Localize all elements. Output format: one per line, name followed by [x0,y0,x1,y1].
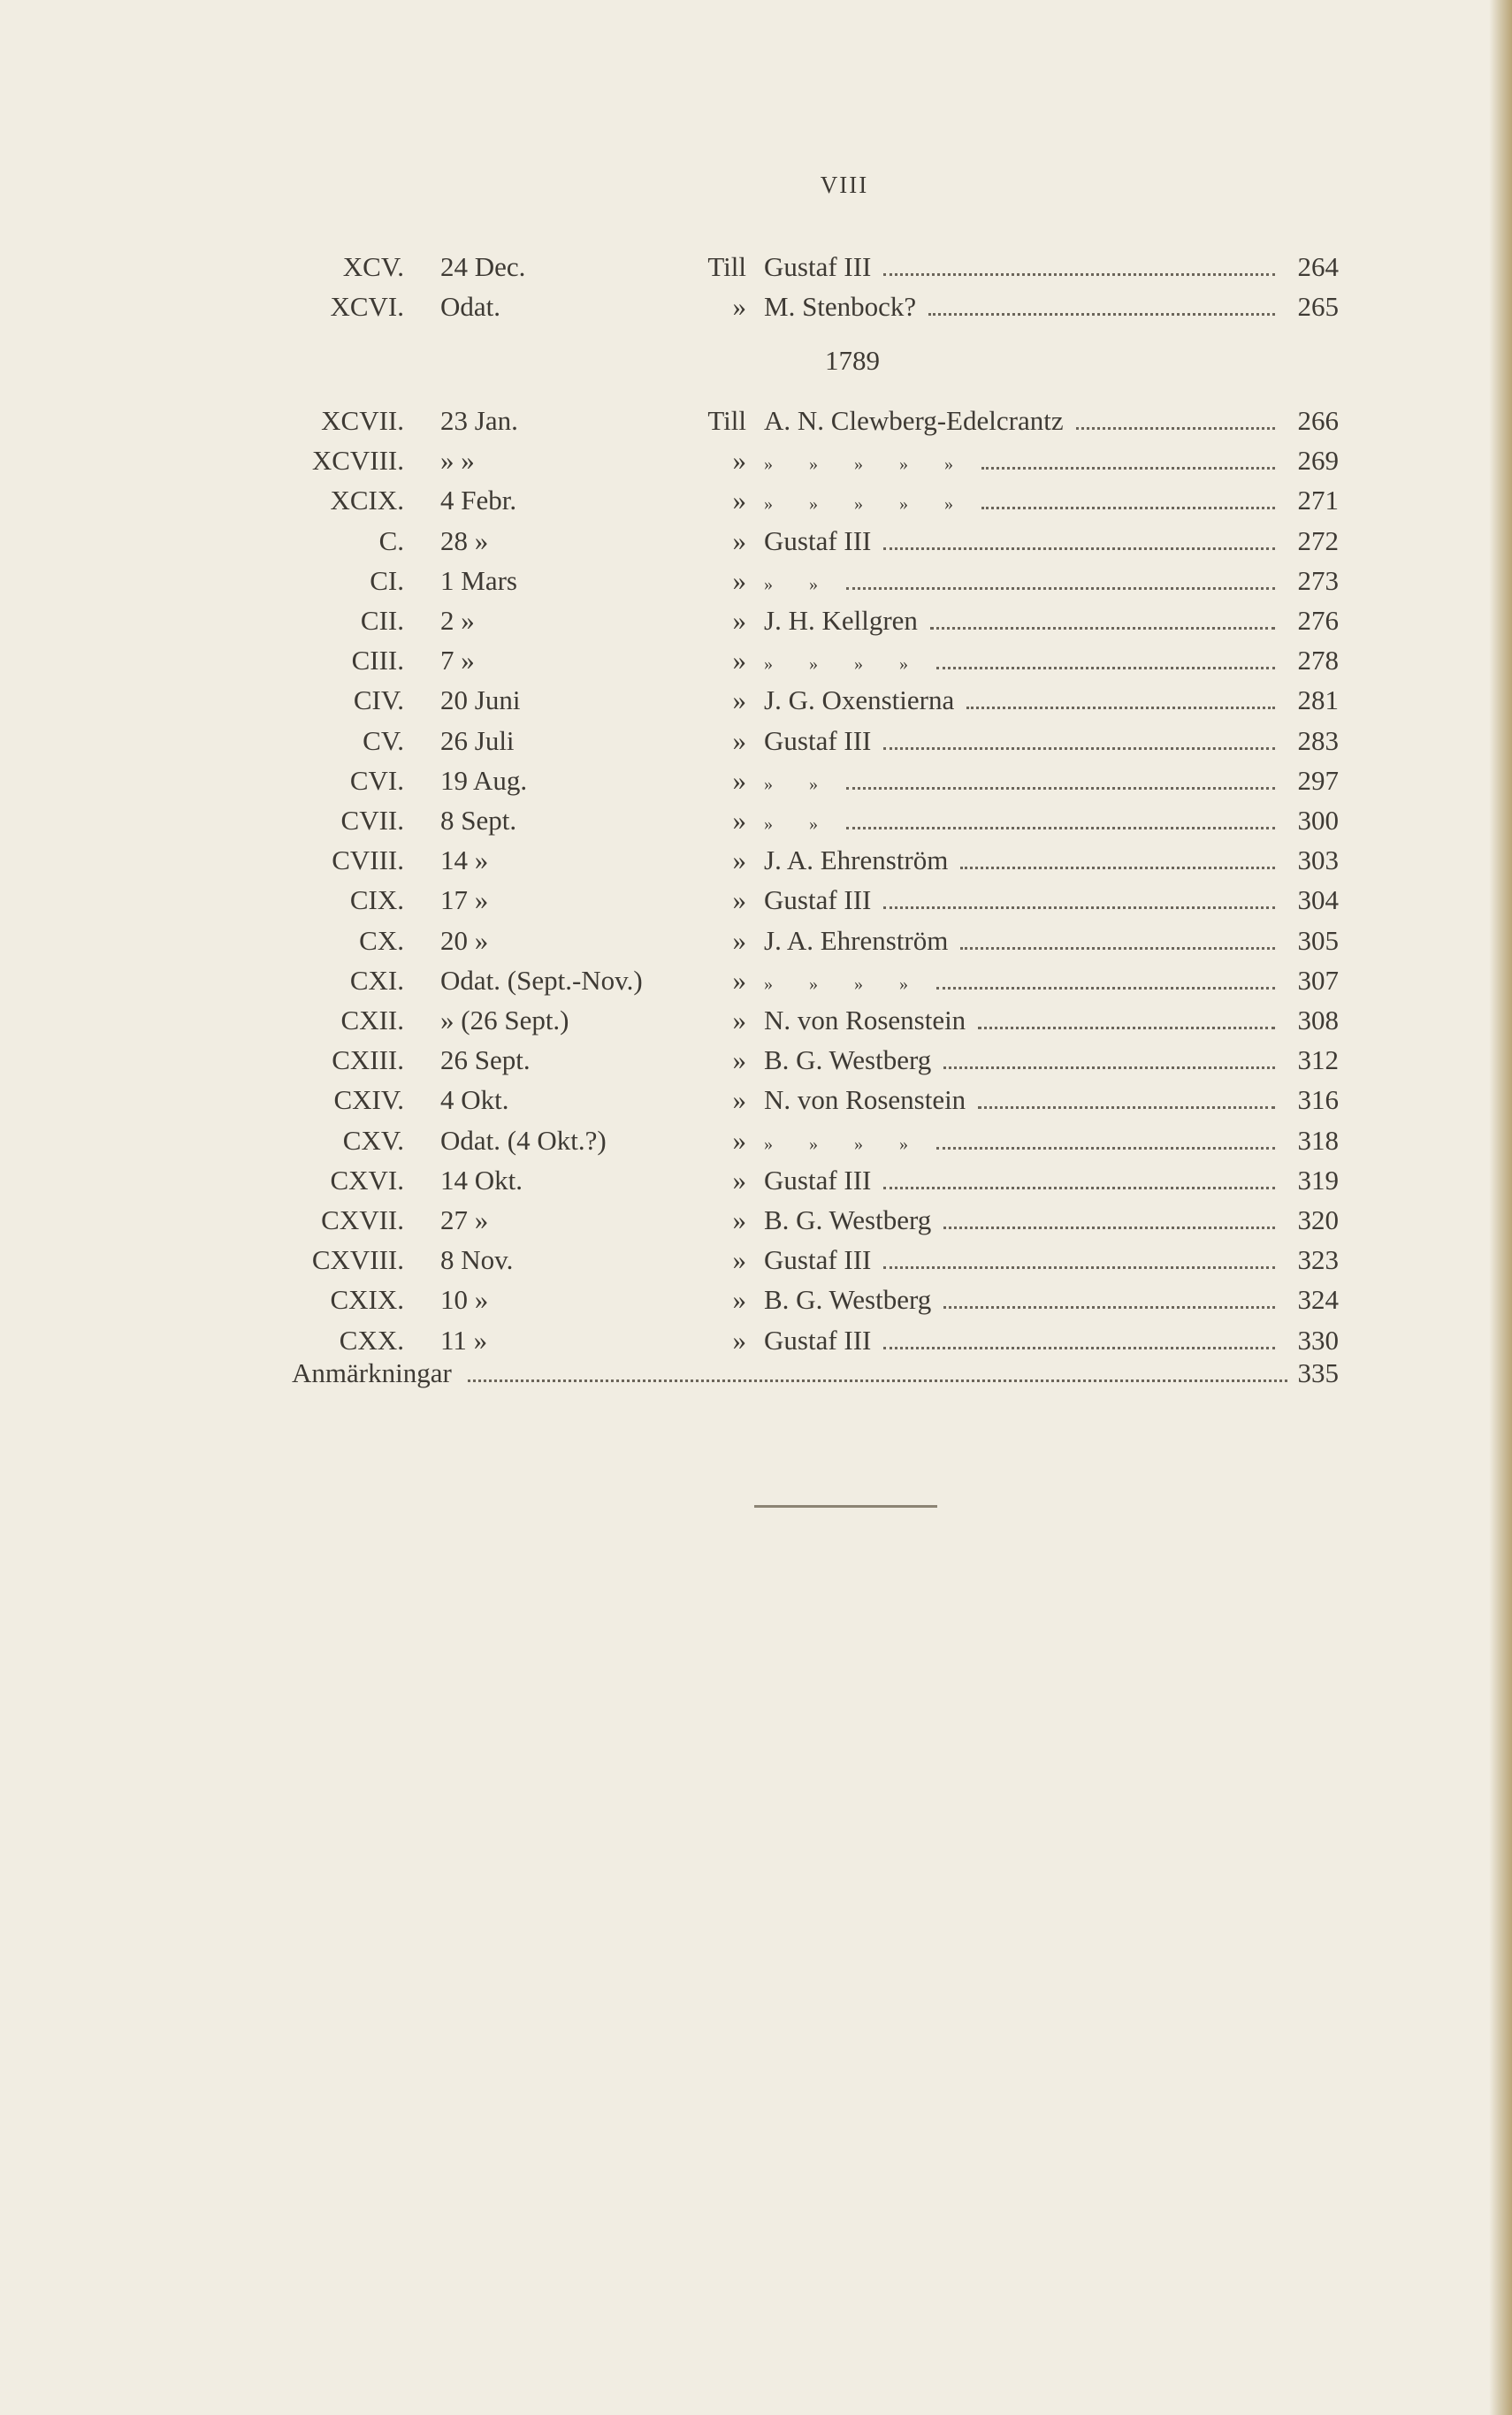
recipient-name: » » » » [764,654,924,675]
till-marker: » [732,884,746,916]
letter-date: 26 Sept. [440,1044,531,1076]
recipient-name: J. A. Ehrenström [764,844,949,876]
page-reference: 323 [1297,1244,1339,1276]
recipient-name: Gustaf III [764,724,872,756]
recipient-name: Gustaf III [764,1244,872,1276]
toc-entry [0,923,1512,959]
letter-date: 23 Jan. [440,405,518,436]
till-marker: » [732,1204,746,1235]
letter-numeral: CI. [370,564,404,596]
page-reference: 264 [1297,251,1339,282]
letter-date: 28 » [440,524,489,556]
page-reference: 319 [1297,1164,1339,1196]
letter-date: Odat. (4 Okt.?) [440,1124,607,1156]
recipient-name: » » [764,574,834,594]
recipient-line [764,289,1339,325]
letter-numeral: XCVI. [330,291,404,322]
till-marker: » [732,1084,746,1116]
toc-entry [0,1003,1512,1038]
recipient-line [764,443,1339,482]
letter-date: 27 » [440,1204,489,1235]
page-reference: 320 [1297,1204,1339,1235]
page-number: VIII [820,172,869,198]
recipient-line [764,1203,1339,1238]
page-reference: 303 [1297,844,1339,876]
page-reference: 273 [1297,564,1339,596]
toc-entry [0,1082,1512,1118]
recipient-line [764,249,1339,285]
recipient-name: » » » » [764,974,924,994]
recipient-name: Gustaf III [764,1164,872,1196]
dot-leader [960,947,1275,950]
till-marker: » [732,605,746,636]
page-reference: 281 [1297,684,1339,716]
till-marker: » [732,724,746,756]
letter-date: 4 Febr. [440,485,517,516]
page-reference: 330 [1297,1324,1339,1356]
letter-date: 14 Okt. [440,1164,523,1196]
dot-leader [936,987,1275,990]
recipient-name: Gustaf III [764,524,872,556]
till-marker: » [732,1164,746,1196]
till-marker: Till [707,251,746,282]
toc-entry [0,1282,1512,1318]
letter-date: 8 Nov. [440,1244,514,1276]
page-reference: 297 [1297,764,1339,796]
letter-numeral: C. [378,524,404,556]
page-reference: 276 [1297,605,1339,636]
dot-leader [468,1379,1287,1382]
letter-date: 26 Juli [440,724,515,756]
letter-date: » (26 Sept.) [440,1005,569,1036]
dot-leader [930,627,1275,630]
till-marker: » [732,924,746,956]
page-reference: 278 [1297,645,1339,676]
letter-date: Odat. [440,291,501,322]
recipient-name: » » » » » [764,494,969,515]
dot-leader [978,1027,1275,1029]
page-reference: 308 [1297,1005,1339,1036]
till-marker: » [732,1005,746,1036]
toc-entry [0,1242,1512,1278]
toc-entry [0,1163,1512,1198]
recipient-name: Gustaf III [764,884,872,916]
toc-entry [0,524,1512,559]
letter-date: 20 Juni [440,684,521,716]
recipient-name: Gustaf III [764,251,872,282]
letter-numeral: CVIII. [332,844,404,876]
recipient-line [764,923,1339,959]
dot-leader [936,1147,1275,1150]
dot-leader [1076,427,1275,430]
toc-entry [0,563,1512,599]
toc-entry [0,1043,1512,1078]
letter-numeral: CVII. [340,805,404,836]
letter-numeral: CXVIII. [311,1244,404,1276]
letter-numeral: CXVI. [330,1164,404,1196]
letter-date: 1 Mars [440,564,517,596]
page-reference: 304 [1297,884,1339,916]
letter-numeral: CXII. [340,1005,404,1036]
recipient-name: B. G. Westberg [764,1284,932,1316]
letter-date: 24 Dec. [440,251,526,282]
notes-label: Anmärkningar [292,1357,452,1388]
recipient-line [764,524,1339,559]
page-reference: 266 [1297,405,1339,436]
recipient-name: Gustaf III [764,1324,872,1356]
recipient-name: A. N. Clewberg-Edelcrantz [764,405,1064,436]
dot-leader [883,1347,1275,1349]
end-rule [754,1505,937,1508]
letter-numeral: CII. [360,605,404,636]
page-reference: 300 [1297,805,1339,836]
recipient-line [764,963,1339,1002]
letter-date: 7 » [440,645,475,676]
till-marker: » [732,291,746,322]
letter-numeral: CX. [359,924,404,956]
till-marker: » [732,684,746,716]
dot-leader [943,1227,1275,1229]
letter-numeral: XCVIII. [311,445,404,477]
recipient-name: » » » » [764,1134,924,1154]
dot-leader [928,313,1275,316]
letter-numeral: CV. [363,724,404,756]
toc-entry [0,963,1512,998]
notes-entry [292,1356,1339,1391]
dot-leader [883,906,1275,909]
letter-numeral: CXIII. [332,1044,404,1076]
page-reference: 283 [1297,724,1339,756]
till-marker: » [732,445,746,477]
dot-leader [981,507,1275,509]
dot-leader [960,867,1275,869]
toc-entry [0,763,1512,799]
recipient-name: » » [764,774,834,794]
recipient-line [764,683,1339,718]
recipient-name: » » » » » [764,455,969,475]
letter-numeral: CXVII. [321,1204,404,1235]
toc-entry [0,289,1512,325]
dot-leader [846,787,1275,790]
recipient-line [764,563,1339,602]
dot-leader [883,747,1275,750]
toc-entry [0,683,1512,718]
toc-entry [0,1323,1512,1358]
page-reference: 312 [1297,1044,1339,1076]
recipient-name: B. G. Westberg [764,1044,932,1076]
dot-leader [883,1187,1275,1189]
page-reference: 269 [1297,445,1339,477]
recipient-line [764,1043,1339,1078]
page-reference: 307 [1297,964,1339,996]
recipient-line [764,1282,1339,1318]
letter-date: 10 » [440,1284,489,1316]
recipient-line [764,803,1339,842]
letter-date: 20 » [440,924,489,956]
recipient-name: M. Stenbock? [764,291,917,322]
recipient-line [764,1242,1339,1278]
letter-date: 19 Aug. [440,764,528,796]
dot-leader [846,587,1275,590]
letter-numeral: CXV. [342,1124,404,1156]
recipient-line [764,1082,1339,1118]
letter-date: 2 » [440,605,475,636]
letter-date: 17 » [440,884,489,916]
recipient-line [764,1123,1339,1162]
dot-leader [883,273,1275,276]
notes-page-number: 335 [1297,1357,1339,1388]
recipient-line [764,1323,1339,1358]
recipient-line [764,763,1339,802]
recipient-name: B. G. Westberg [764,1204,932,1235]
letter-numeral: CXIV. [333,1084,404,1116]
recipient-name: J. G. Oxenstierna [764,684,955,716]
recipient-name: J. A. Ehrenström [764,924,949,956]
page-reference: 305 [1297,924,1339,956]
recipient-line [764,483,1339,522]
toc-entry [0,643,1512,678]
page-reference: 265 [1297,291,1339,322]
recipient-name: N. von Rosenstein [764,1084,966,1116]
recipient-line [764,883,1339,918]
till-marker: » [732,844,746,876]
letter-date: 8 Sept. [440,805,517,836]
dot-leader [981,467,1275,470]
letter-date: Odat. (Sept.-Nov.) [440,964,643,996]
recipient-line [764,603,1339,638]
toc-entry [0,443,1512,478]
year-heading: 1789 [825,345,880,376]
recipient-line [764,403,1339,439]
dot-leader [936,667,1275,669]
till-marker: » [732,485,746,516]
till-marker: » [732,1044,746,1076]
recipient-line [764,723,1339,759]
page-reference: 271 [1297,485,1339,516]
letter-numeral: CXI. [349,964,404,996]
page-reference: 324 [1297,1284,1339,1316]
letter-numeral: XCVII. [321,405,404,436]
letter-numeral: CXIX. [330,1284,404,1316]
page-reference: 318 [1297,1124,1339,1156]
till-marker: » [732,1324,746,1356]
letter-date: 11 » [440,1324,488,1356]
till-marker: Till [707,405,746,436]
letter-numeral: XCV. [342,251,404,282]
toc-entry [0,843,1512,878]
toc-entry [0,1123,1512,1158]
till-marker: » [732,805,746,836]
recipient-line [764,643,1339,682]
page-reference: 316 [1297,1084,1339,1116]
recipient-name: J. H. Kellgren [764,605,918,636]
till-marker: » [732,1124,746,1156]
dot-leader [966,707,1275,709]
letter-numeral: CIV. [353,684,404,716]
dot-leader [883,1266,1275,1269]
recipient-name: » » [764,814,834,834]
recipient-line [764,1003,1339,1038]
letter-date: 14 » [440,844,489,876]
toc-entry [0,403,1512,439]
toc-entry [0,1203,1512,1238]
toc-entry [0,803,1512,838]
toc-entry [0,883,1512,918]
toc-entry [0,723,1512,759]
till-marker: » [732,1284,746,1316]
till-marker: » [732,964,746,996]
letter-date: » » [440,445,475,477]
letter-date: 4 Okt. [440,1084,509,1116]
letter-numeral: CVI. [349,764,404,796]
dot-leader [943,1306,1275,1309]
toc-entry [0,249,1512,285]
till-marker: » [732,764,746,796]
till-marker: » [732,645,746,676]
dot-leader [943,1066,1275,1069]
recipient-name: N. von Rosenstein [764,1005,966,1036]
letter-numeral: CIII. [351,645,404,676]
recipient-line [764,1163,1339,1198]
letter-numeral: CXX. [339,1324,404,1356]
letter-numeral: XCIX. [330,485,404,516]
dot-leader [846,827,1275,829]
toc-entry [0,603,1512,638]
page-reference: 272 [1297,524,1339,556]
recipient-line [764,843,1339,878]
dot-leader [883,547,1275,550]
toc-entry [0,483,1512,518]
letter-numeral: CIX. [349,884,404,916]
till-marker: » [732,524,746,556]
till-marker: » [732,564,746,596]
dot-leader [978,1106,1275,1109]
till-marker: » [732,1244,746,1276]
